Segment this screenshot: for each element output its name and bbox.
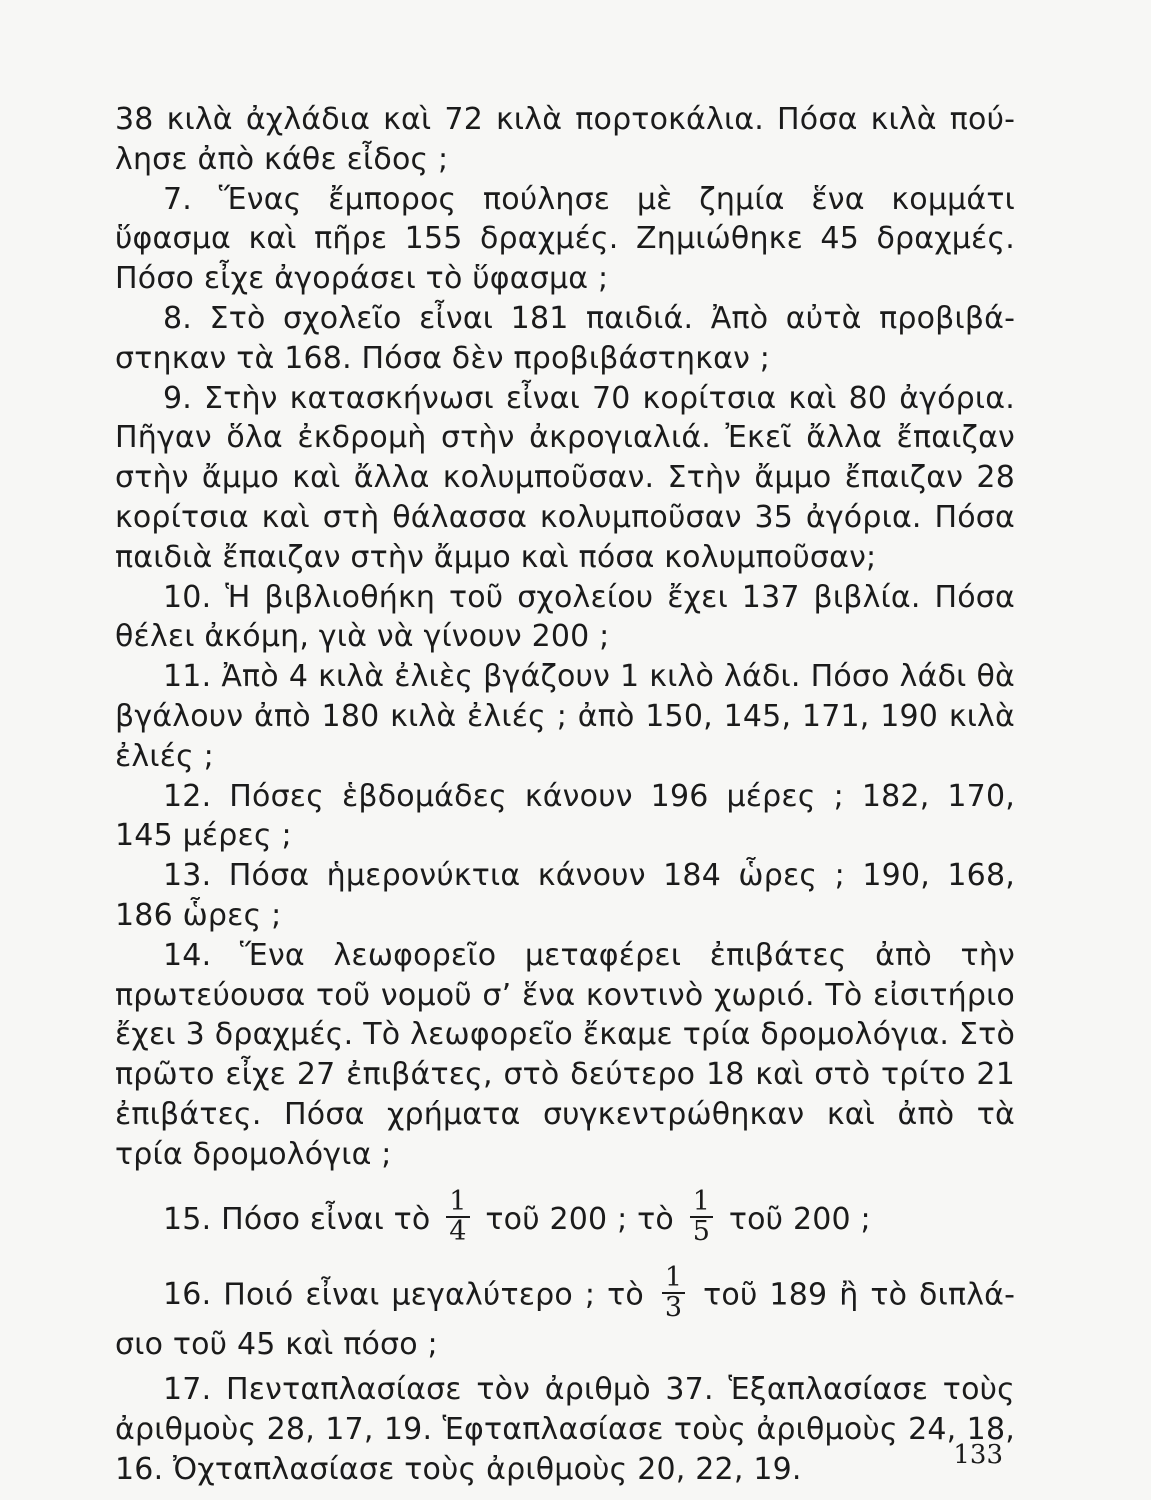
- exercise-14-text: Ἕνα λεωφορεῖο μεταφέρει ἐπιβάτες ἀπὸ τὴν πρωτεύουσα τοῦ νομοῦ σ’ ἕνα κοντινὸ χωριό. Τὸ εἰσιτήριο ἔχει 3 δραχμές. Τὸ λεωφορεῖο ἔκαμε τρία δρομολόγια. Στὸ πρῶτο εἶχε 27 ἐπιβάτες, στὸ δεύτερο 18 καὶ στὸ τρίτο 21 ἐπιβάτες. Πόσα χρήματα συγκεντρώθηκαν καὶ ἀπὸ τὰ τρία δρομολόγια ;: [115, 937, 1015, 1172]
- fraction-one-third: [662, 1261, 685, 1323]
- fraction-denominator: 4: [449, 1216, 467, 1248]
- exercise-number: 12.: [163, 778, 212, 814]
- exercise-6-continuation: [115, 100, 1015, 180]
- fraction-denominator: 5: [692, 1216, 711, 1248]
- exercise-15-text-a: Πόσο εἶναι τὸ: [221, 1201, 431, 1237]
- exercise-16-text-b: τοῦ 189 ἢ τὸ διπλάσιο τοῦ 45 καὶ πόσο ;: [115, 1277, 1015, 1362]
- exercise-15: [115, 1177, 1015, 1263]
- exercise-14: [115, 936, 1015, 1175]
- exercise-15-text-c: τοῦ 200 ;: [728, 1201, 871, 1237]
- exercise-number: 14.: [163, 937, 212, 973]
- exercise-number: 7.: [163, 181, 193, 217]
- exercise-12: [115, 777, 1015, 857]
- exercise-16: [115, 1261, 1015, 1365]
- exercise-number: 10.: [163, 579, 212, 615]
- exercise-text: [115, 100, 1015, 1490]
- exercise-number: 16.: [163, 1277, 212, 1313]
- exercise-10: [115, 578, 1015, 658]
- exercise-number: 17.: [163, 1372, 212, 1408]
- exercise-15-text-b: τοῦ 200 ; τὸ: [485, 1201, 674, 1237]
- exercise-number: 9.: [163, 380, 193, 416]
- exercise-6-text: 38 κιλὰ ἀχλάδια καὶ 72 κιλὰ πορτοκάλια. Πόσα κιλὰ πούλησε ἀπὸ κάθε εἶδος ;: [115, 102, 1015, 177]
- exercise-8-text: Στὸ σχολεῖο εἶναι 181 παιδιά. Ἀπὸ αὐτὰ προβιβάστηκαν τὰ 168. Πόσα δὲν προβιβάστηκαν ;: [115, 300, 1015, 376]
- exercise-13: [115, 856, 1015, 936]
- exercise-16-text-a: Ποιό εἶναι μεγαλύτερο ; τὸ: [223, 1277, 644, 1313]
- fraction-one-quarter: [446, 1188, 469, 1246]
- exercise-13-text: Πόσα ἡμερονύκτια κάνουν 184 ὧρες ; 190, 168, 186 ὧρες ;: [115, 858, 1015, 933]
- exercise-17-text: Πενταπλασίασε τὸν ἀριθμὸ 37. Ἑξαπλασίασε τοὺς ἀριθμοὺς 28, 17, 19. Ἑφταπλασίασε τοὺς ἀριθμοὺς 24, 18, 16. Ὀχταπλασίασε τοὺς ἀριθμοὺς 20, 22, 19.: [115, 1372, 1015, 1487]
- exercise-9: [115, 379, 1015, 578]
- exercise-11: [115, 657, 1015, 776]
- exercise-17: [115, 1370, 1015, 1489]
- exercise-8: [115, 299, 1015, 379]
- exercise-7: [115, 180, 1015, 299]
- exercise-number: 11.: [163, 659, 212, 695]
- fraction-numerator: 1: [446, 1188, 469, 1218]
- exercise-number: 15.: [163, 1201, 212, 1237]
- fraction-denominator: 3: [664, 1291, 683, 1323]
- exercise-7-text: Ἕνας ἔμπορος πούλησε μὲ ζημία ἕνα κομμάτι ὕφασμα καὶ πῆρε 155 δραχμές. Ζημιώθηκε 45 δραχμές. Πόσο εἶχε ἀγοράσει τὸ ὕφασμα ;: [115, 181, 1015, 297]
- exercise-11-text: Ἀπὸ 4 κιλὰ ἐλιὲς βγάζουν 1 κιλὸ λάδι. Πόσο λάδι θὰ βγάλουν ἀπὸ 180 κιλὰ ἐλιές ; ἀπὸ 150, 145, 171, 190 κιλὰ ἐλιές ;: [115, 659, 1015, 774]
- exercise-number: 13.: [163, 858, 212, 894]
- exercise-9-text: Στὴν κατασκήνωσι εἶναι 70 κορίτσια καὶ 80 ἀγόρια. Πῆγαν ὅλα ἐκδρομὴ στὴν ἀκρογιαλιά. Ἐκεῖ ἄλλα ἔπαιζαν στὴν ἄμμο καὶ ἄλλα κολυμποῦσαν. Στὴν ἄμμο ἔπαιζαν 28 κορίτσια καὶ στὴ θάλασσα κολυμποῦσαν 35 ἀγόρια. Πόσα παιδιὰ ἔπαιζαν στὴν ἄμμο καὶ πόσα κολυμποῦσαν;: [115, 380, 1015, 575]
- exercise-number: 8.: [163, 300, 193, 336]
- fraction-numerator: 1: [662, 1264, 685, 1294]
- exercise-12-text: Πόσες ἑβδομάδες κάνουν 196 μέρες ; 182, 170, 145 μέρες ;: [115, 778, 1015, 854]
- fraction-one-fifth: [690, 1188, 713, 1246]
- fraction-numerator: 1: [690, 1188, 713, 1218]
- page-number: 133: [953, 1440, 1003, 1470]
- exercise-10-text: Ἡ βιβλιοθήκη τοῦ σχολείου ἔχει 137 βιβλία. Πόσα θέλει ἀκόμη, γιὰ νὰ γίνουν 200 ;: [115, 579, 1015, 655]
